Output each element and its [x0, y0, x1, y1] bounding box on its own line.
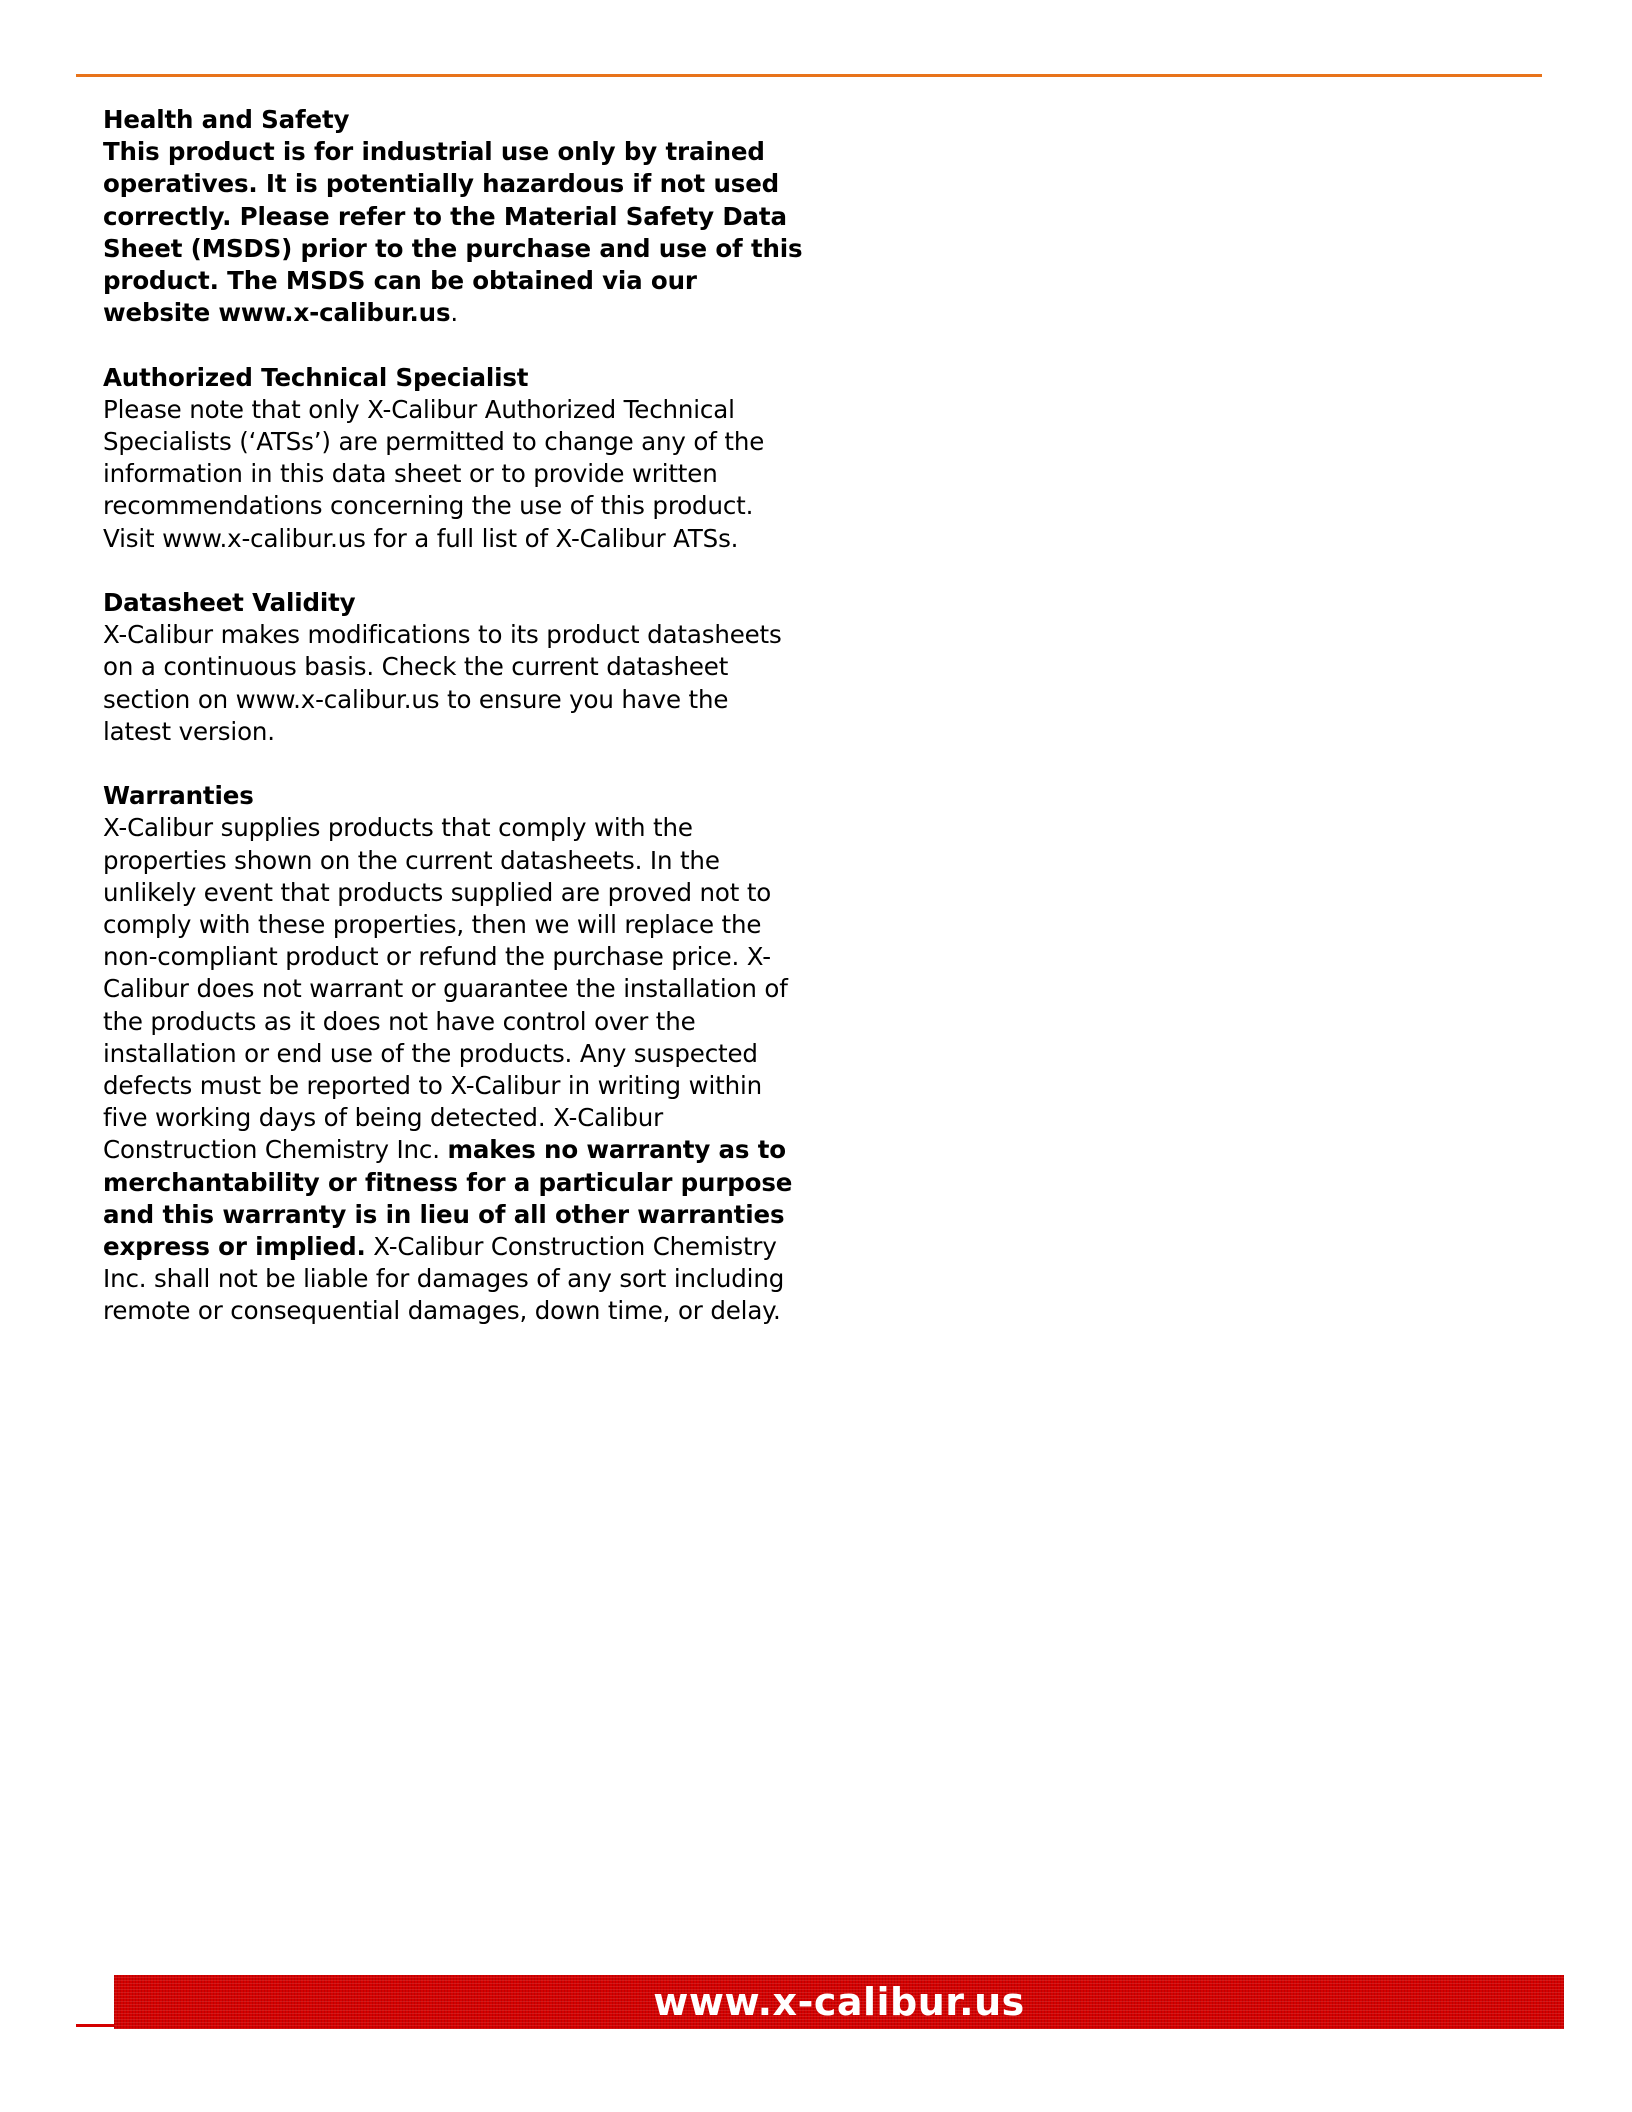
warranties-text — [103, 812, 803, 1327]
validity-heading: Datasheet Validity — [103, 588, 356, 618]
warranties-heading: Warranties — [103, 781, 254, 811]
health-safety-bold-text: This product is for industrial use only by trained operatives. It is potentially hazardous if not used correctly. Please refer to the Material Safety Data Sheet (MSDS) prior to the purchase and use of this product. The MSDS can be obtained via our website www.x-calibur.us — [103, 137, 803, 328]
warranties-section — [103, 780, 803, 1327]
footer-banner — [114, 1975, 1564, 2029]
footer-accent-line — [76, 2024, 116, 2027]
warranties-text-part-1: X-Calibur supplies products that comply with the properties shown on the current datasheets. In the unlikely event that products supplied are proved not to comply with these properties, then we will replace the non-compliant product or refund the purchase price. X-Calibur does not warrant or guarantee the installation of the products as it does not have control over the installation or end use of the products. Any suspected defects must be reported to X-Calibur in writing within five working days of being detected. X-Calibur Construction Chemistry Inc. — [103, 813, 788, 1165]
validity-section — [103, 587, 803, 748]
document-body — [103, 104, 803, 1360]
ats-heading: Authorized Technical Specialist — [103, 362, 529, 392]
ats-section — [103, 362, 803, 555]
warranties-text-part-2: X-Calibur Construction Chemistry Inc. shall not be liable for damages of any sort including remote or consequential damages, down time, or delay. — [103, 1232, 785, 1326]
warranties-bold-text: makes no warranty as to merchantability or fitness for a particular purpose and this warranty is in lieu of all other warranties express or implied. — [103, 1135, 793, 1262]
health-safety-heading: Health and Safety — [103, 105, 350, 134]
validity-text: X-Calibur makes modifications to its product datasheets on a continuous basis. Check the current datasheet section on www.x-calibur.us to ensure you have the latest version. — [103, 620, 782, 746]
health-safety-section — [103, 104, 803, 329]
ats-text: Please note that only X-Calibur Authorized Technical Specialists (‘ATSs’) are permitted to change any of the information in this data sheet or to provide written recommendations concerning the use of this product. Visit www.x-calibur.us for a full list of X-Calibur ATSs. — [103, 394, 765, 553]
health-safety-text — [103, 136, 803, 329]
footer-website-link[interactable]: www.x-calibur.us — [653, 1980, 1025, 2024]
health-safety-text-end: . — [450, 298, 459, 328]
top-divider — [76, 74, 1542, 77]
